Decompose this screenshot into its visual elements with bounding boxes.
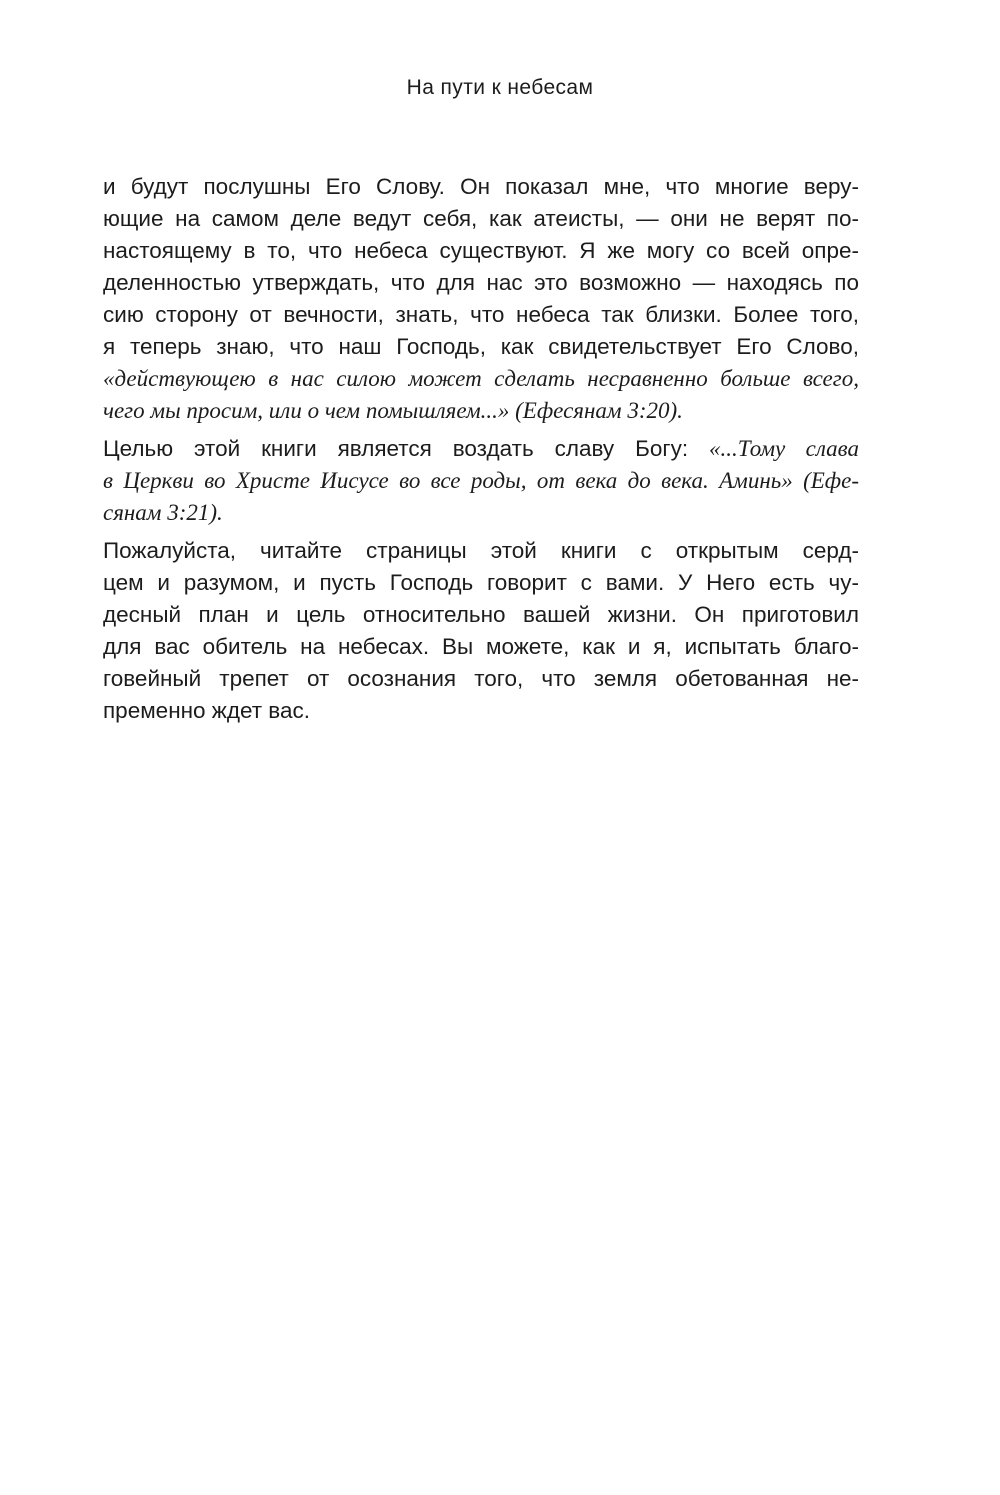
line-text: сию сторону от вечности, знать, что небеса так близки. Более того, [103,302,859,327]
line-text: я теперь знаю, что наш Господь, как свидетельствует Его Слово, [103,334,859,359]
text-line [103,299,859,331]
quote-text: сянам 3:21). [103,500,223,525]
text-line [103,599,859,631]
line-text: говейный трепет от осознания того, что земля обетованная не- [103,666,859,691]
line-text: ющие на самом деле ведут себя, как атеисты, — они не верят по- [103,206,859,231]
line-text: Целью этой книги является воздать славу Богу: [103,436,709,461]
text-line [103,497,859,529]
line-text: пременно ждет вас. [103,698,311,723]
quote-text: в Церкви во Христе Иисусе во все роды, от века до века. Аминь» (Ефе- [103,468,859,493]
line-text: деленностью утверждать, что для нас это возможно — находясь по [103,270,859,295]
text-line [103,631,859,663]
text-line [103,331,859,363]
body-text [103,171,859,727]
quote-text: чего мы просим, или о чем помышляем...» (Ефесянам 3:20). [103,398,683,423]
paragraph [103,433,859,529]
quote-text: «действующею в нас силою может сделать несравненно больше всего, [103,366,859,391]
text-line [103,267,859,299]
quote-text: «...Тому слава [709,436,859,461]
line-text: настоящему в то, что небеса существуют. Я же могу со всей опре- [103,238,859,263]
text-line [103,663,859,695]
running-header: На пути к небесам [406,76,594,99]
text-line [103,465,859,497]
text-line [103,395,859,427]
text-line [103,171,859,203]
line-text: и будут послушны Его Слову. Он показал мне, что многие веру- [103,174,859,199]
paragraph [103,535,859,727]
paragraph [103,171,859,427]
line-text: цем и разумом, и пусть Господь говорит с вами. У Него есть чу- [103,570,859,595]
text-line [103,203,859,235]
line-text: Пожалуйста, читайте страницы этой книги с открытым серд- [103,538,859,563]
text-line [103,535,859,567]
text-line [103,363,859,395]
line-text: десный план и цель относительно вашей жизни. Он приготовил [103,602,859,627]
text-line [103,235,859,267]
text-line [103,567,859,599]
text-line [103,695,859,727]
text-line [103,433,859,465]
line-text: для вас обитель на небесах. Вы можете, как и я, испытать благо- [103,634,859,659]
